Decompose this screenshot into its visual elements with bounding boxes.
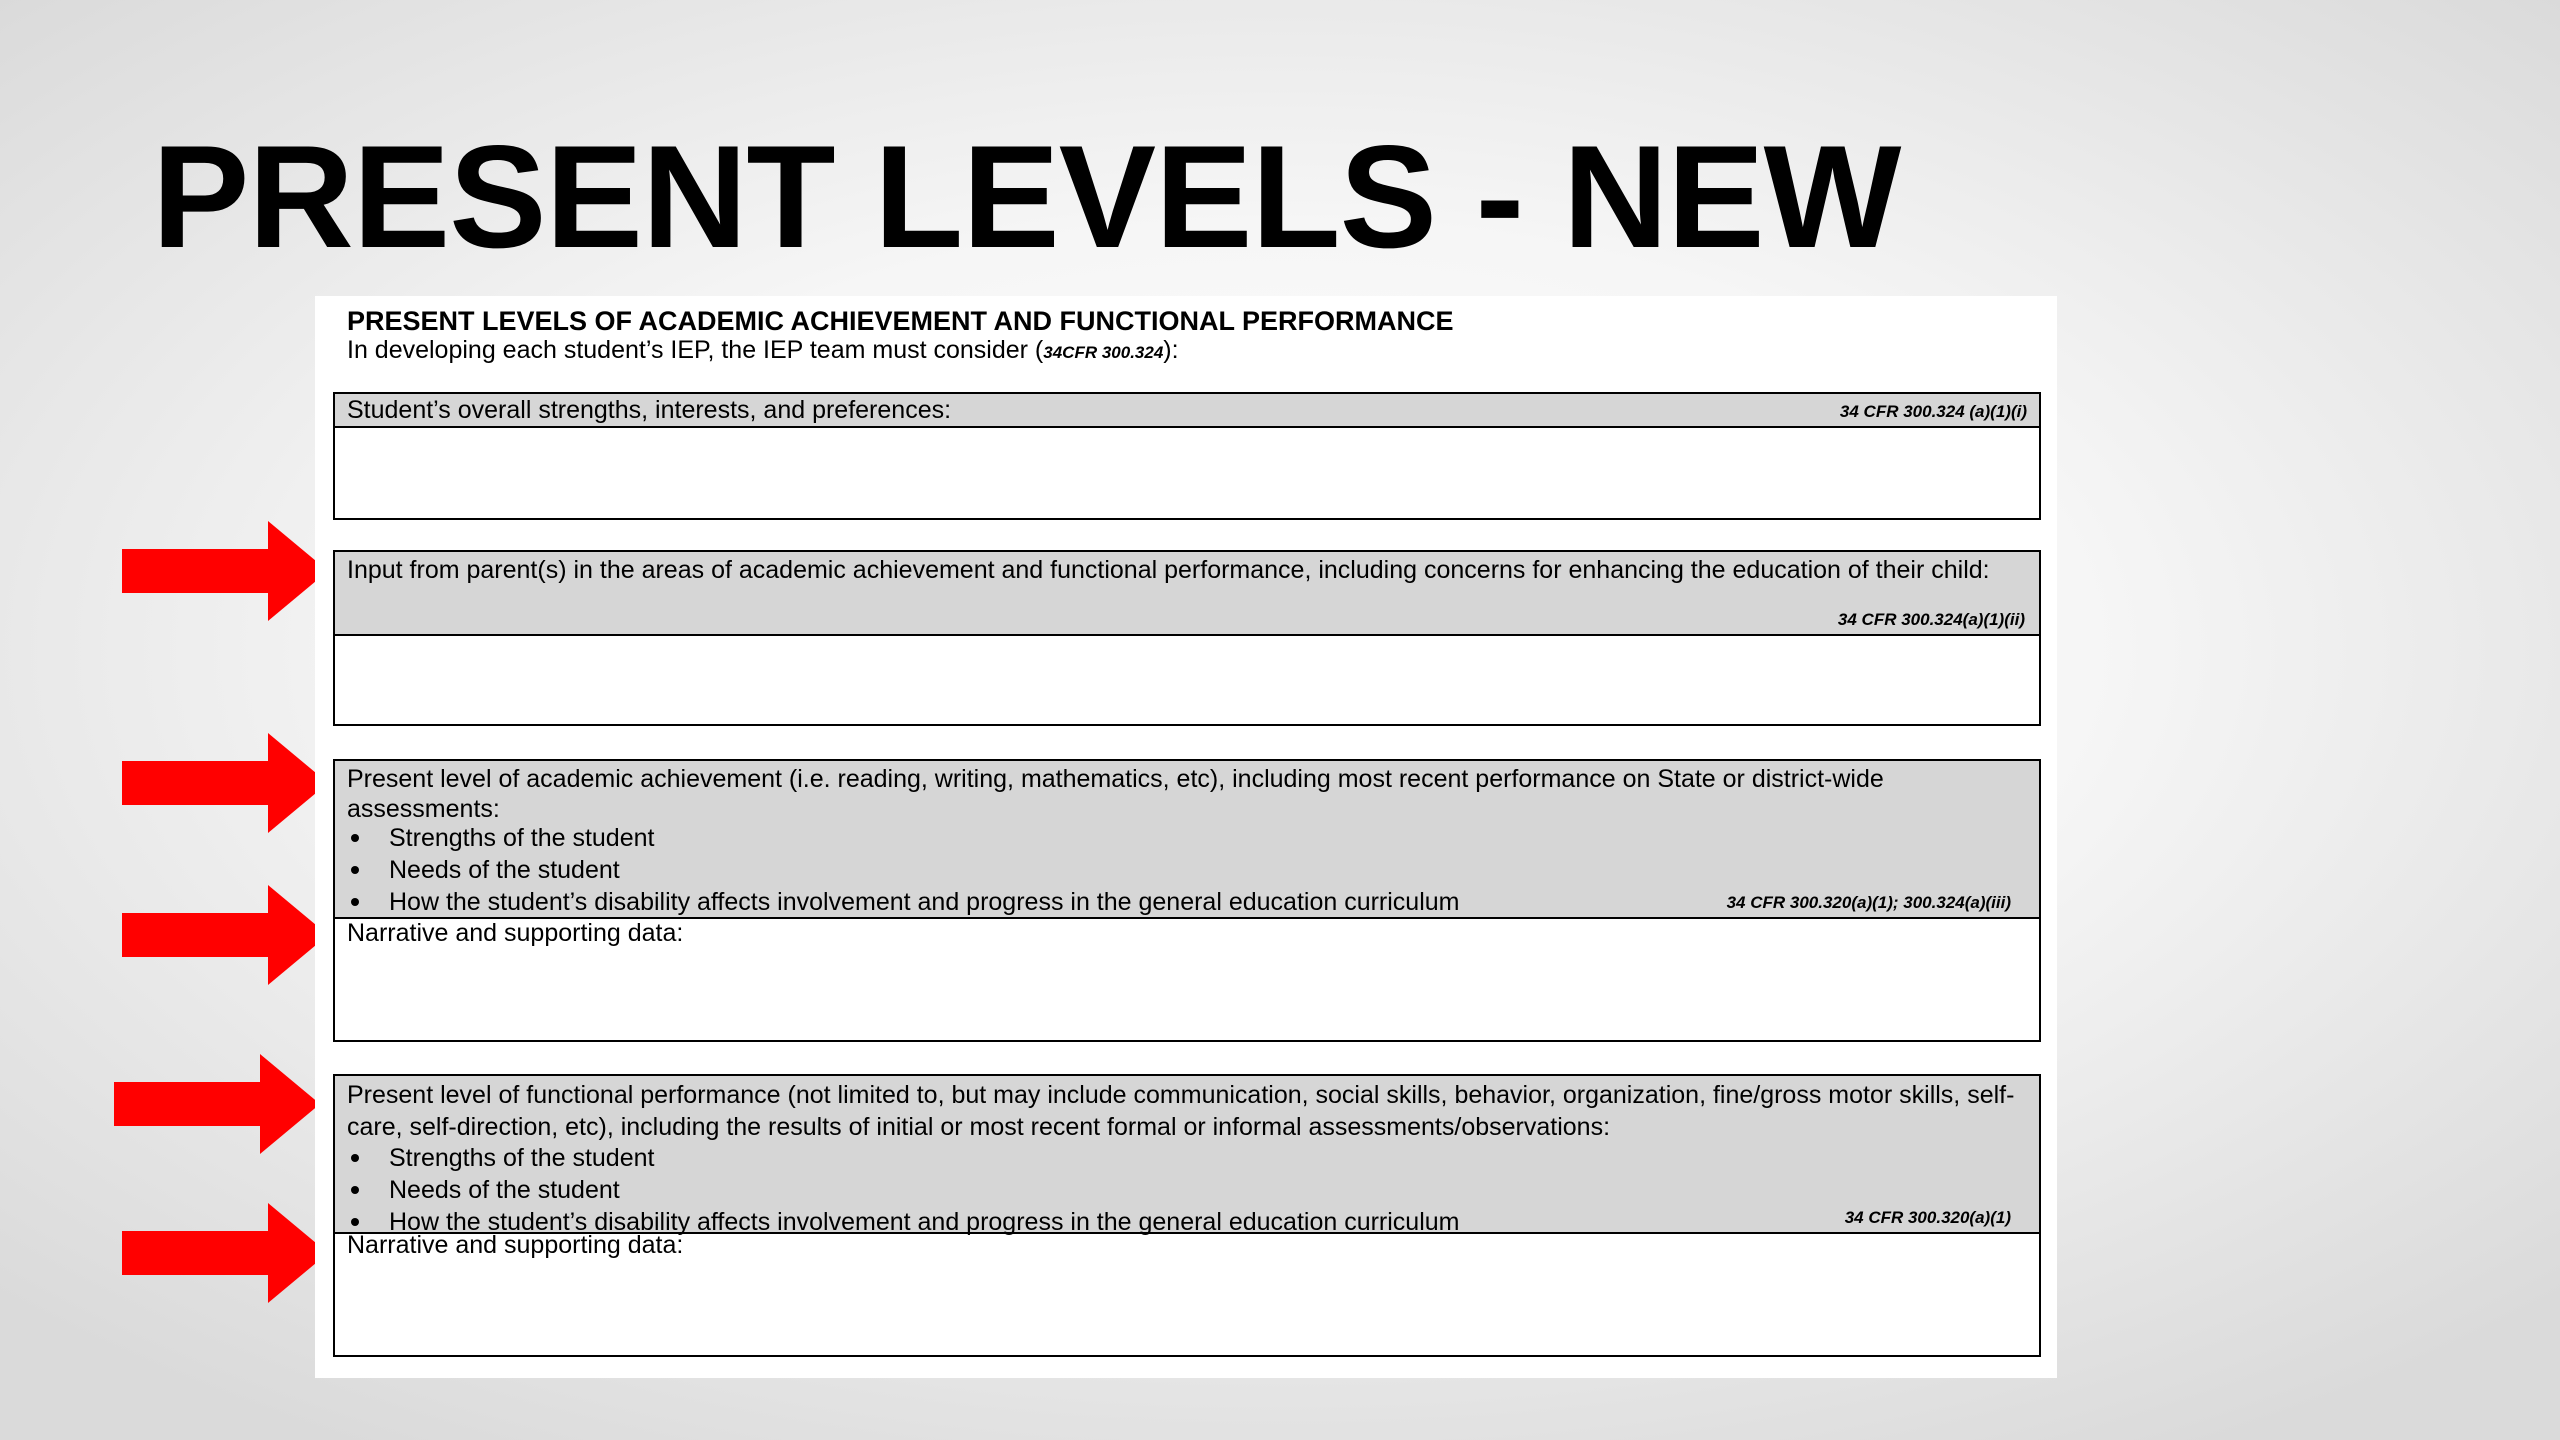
red-arrow-icon bbox=[122, 521, 328, 621]
bullet-icon bbox=[351, 1218, 359, 1226]
section-prompt: Student’s overall strengths, interests, and preferences: bbox=[347, 396, 952, 424]
red-arrow-icon bbox=[122, 733, 328, 833]
response-field[interactable] bbox=[335, 428, 2039, 518]
bullet-icon bbox=[351, 866, 359, 874]
bullet-icon bbox=[351, 834, 359, 842]
section-header bbox=[335, 761, 2039, 919]
iep-form-document bbox=[315, 296, 2057, 1378]
response-field[interactable] bbox=[335, 636, 2039, 724]
red-arrow-icon bbox=[122, 885, 328, 985]
list-item: How the student’s disability affects involvement and progress in the general education curriculum bbox=[347, 886, 2023, 918]
form-heading: PRESENT LEVELS OF ACADEMIC ACHIEVEMENT AND FUNCTIONAL PERFORMANCE bbox=[347, 306, 1454, 336]
narrative-label: Narrative and supporting data: bbox=[347, 919, 684, 947]
intro-end: ): bbox=[1163, 336, 1179, 364]
red-arrow-icon bbox=[122, 1203, 328, 1303]
narrative-field[interactable] bbox=[335, 951, 2039, 1040]
strengths-interests-section bbox=[333, 392, 2041, 520]
form-intro bbox=[347, 336, 1179, 367]
parent-input-section bbox=[333, 550, 2041, 726]
section-citation: 34 CFR 300.320(a)(1) bbox=[1844, 1208, 2011, 1227]
list-item: Needs of the student bbox=[347, 854, 2023, 886]
section-prompt: Input from parent(s) in the areas of academic achievement and functional performance, including concerns for enhancing the education of their child: bbox=[347, 556, 1990, 584]
section-citation: 34 CFR 300.320(a)(1); 300.324(a)(iii) bbox=[1726, 893, 2011, 912]
list-item: Needs of the student bbox=[347, 1174, 2023, 1206]
narrative-field[interactable] bbox=[335, 1264, 2039, 1355]
bullet-icon bbox=[351, 898, 359, 906]
list-item: How the student’s disability affects involvement and progress in the general education curriculum bbox=[347, 1206, 2023, 1238]
section-header bbox=[335, 552, 2039, 636]
academic-achievement-section bbox=[333, 759, 2041, 1042]
criteria-list bbox=[347, 1142, 2023, 1238]
narrative-label: Narrative and supporting data: bbox=[347, 1231, 684, 1259]
list-item: Strengths of the student bbox=[347, 822, 2023, 854]
section-citation: 34 CFR 300.324(a)(1)(ii) bbox=[1837, 610, 2025, 629]
section-prompt: Present level of academic achievement (i.e. reading, writing, mathematics, etc), including most recent performance on State or district-wide assessments: bbox=[347, 765, 1884, 823]
bullet-icon bbox=[351, 1186, 359, 1194]
section-prompt: Present level of functional performance (not limited to, but may include communication, social skills, behavior, organization, fine/gross motor skills, self-care, self-direction, etc), including the results of initial or most recent formal or informal assessments/observations: bbox=[347, 1081, 2015, 1141]
section-header bbox=[335, 394, 2039, 428]
list-item: Strengths of the student bbox=[347, 1142, 2023, 1174]
section-citation: 34 CFR 300.324 (a)(1)(i) bbox=[1839, 402, 2027, 421]
bullet-icon bbox=[351, 1154, 359, 1162]
section-header bbox=[335, 1076, 2039, 1234]
functional-performance-section bbox=[333, 1074, 2041, 1357]
slide-title: PRESENT LEVELS - NEW bbox=[152, 115, 1901, 278]
intro-citation: 34CFR 300.324 bbox=[1043, 343, 1164, 362]
red-arrow-icon bbox=[114, 1054, 320, 1154]
intro-text: In developing each student’s IEP, the IEP team must consider ( bbox=[347, 336, 1044, 364]
